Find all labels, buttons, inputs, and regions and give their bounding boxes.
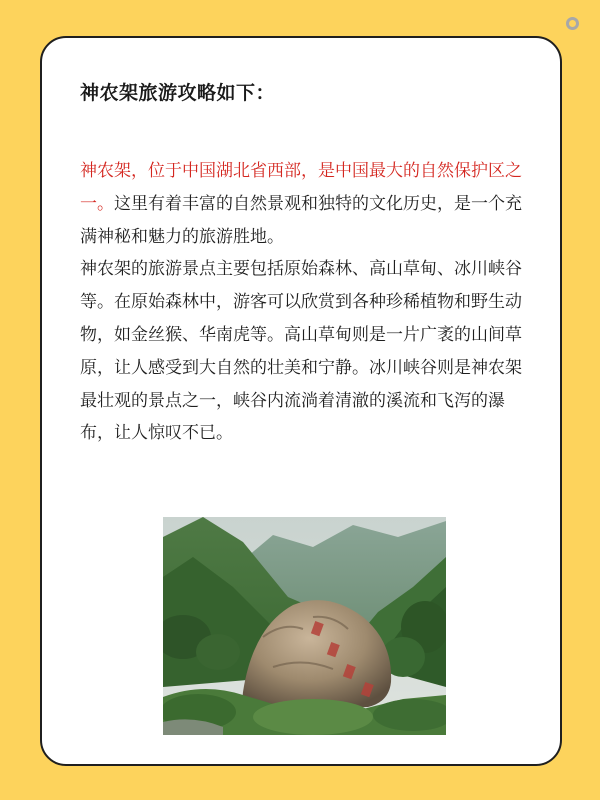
content-card: [40, 36, 562, 766]
intro-rest-text: 这里有着丰富的自然景观和独特的文化历史，是一个充满神秘和魅力的旅游胜地。: [80, 193, 522, 247]
circle-icon: [566, 17, 579, 30]
scenery-photo: [163, 517, 446, 735]
paragraph-intro: [80, 155, 530, 253]
highlight-text: 神农架，位于中国湖北省西部，是中国最大的自然保护区之一。: [80, 161, 522, 214]
paragraph-attractions: 神农架的旅游景点主要包括原始森林、高山草甸、冰川峡谷等。在原始森林中，游客可以欣赏到各种珍稀植物和野生动物，如金丝猴、华南虎等。高山草甸则是一片广袤的山间草原，让人感受到大自然的壮美和宁静。冰川峡谷则是神农架最壮观的景点之一，峡谷内流淌着清澈的溪流和飞泻的瀑布，让人惊叹不已。: [80, 259, 522, 444]
article-body: [80, 155, 530, 450]
page-title: 神农架旅游攻略如下：: [80, 82, 276, 104]
